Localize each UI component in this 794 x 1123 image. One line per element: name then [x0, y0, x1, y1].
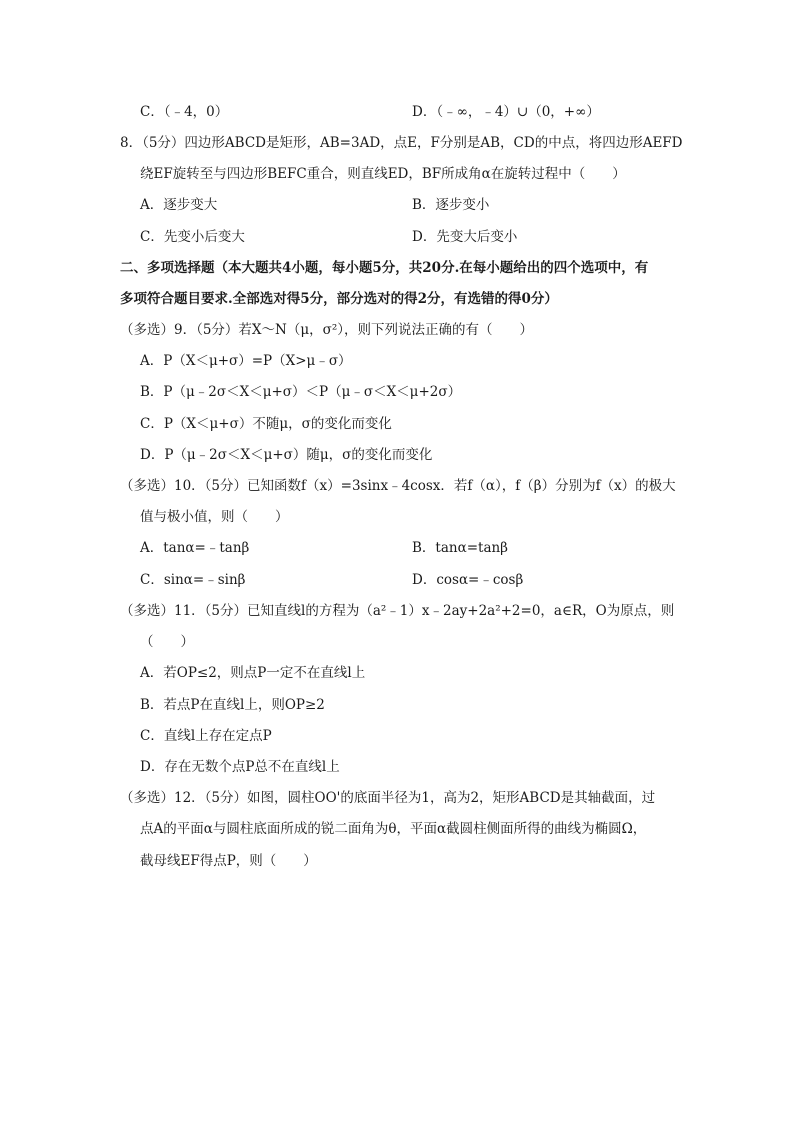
q8-option-c: C．先变小后变大 — [140, 229, 245, 245]
section-2-heading-line-1: 二、多项选择题（本大题共4小题，每小题5分，共20分.在每小题给出的四个选项中，有 — [120, 260, 649, 276]
q11-option-b: B．若点P在直线l上，则OP≥2 — [140, 697, 325, 713]
q11-stem-line-1: （多选）11．（5分）已知直线l的方程为（a²﹣1）x﹣2ay+2a²+2=0，a∈R，O为原点，则 — [120, 603, 675, 619]
q10-stem-line-1: （多选）10．（5分）已知函数f（x）=3sinx﹣4cosx．若f（α），f（β）分别为f（x）的极大 — [120, 478, 676, 494]
q11-option-d: D．存在无数个点P总不在直线l上 — [140, 759, 340, 775]
q12-stem-line-2: 点A的平面α与圆柱底面所成的锐二面角为θ，平面α截圆柱侧面所得的曲线为椭圆Ω， — [140, 821, 647, 837]
q8-option-a: A．逐步变大 — [140, 197, 218, 213]
q9-option-b: B．P（μ﹣2σ＜X＜μ+σ）＜P（μ﹣σ＜X＜μ+2σ） — [140, 384, 462, 400]
q8-stem-line-1: 8．（5分）四边形ABCD是矩形，AB=3AD，点E，F分别是AB，CD的中点，将四边形AEFD — [120, 135, 683, 151]
q9-option-a: A．P（X＜μ+σ）=P（X>μ﹣σ） — [140, 353, 352, 369]
section-2-heading-line-2: 多项符合题目要求.全部选对得5分，部分选对的得2分，有选错的得0分） — [120, 291, 558, 307]
q11-option-a: A．若OP≤2，则点P一定不在直线l上 — [140, 665, 366, 681]
q10-stem-line-2: 值与极小值，则（ ） — [140, 509, 289, 525]
q9-stem: （多选）9．（5分）若X～N（μ，σ²），则下列说法正确的有（ ） — [120, 322, 534, 338]
q10-option-c: C．sinα=﹣sinβ — [140, 572, 246, 588]
q10-option-a: A．tanα=﹣tanβ — [140, 540, 250, 556]
q12-stem-line-1: （多选）12．（5分）如图，圆柱OO'的底面半径为1，高为2，矩形ABCD是其轴截面，过 — [120, 790, 656, 806]
q7-option-c: C．（﹣4，0） — [140, 104, 229, 120]
q9-option-c: C．P（X＜μ+σ）不随μ，σ的变化而变化 — [140, 416, 392, 432]
q10-option-b: B．tanα=tanβ — [412, 540, 508, 556]
q7-option-d: D．（﹣∞，﹣4）∪（0，+∞） — [412, 104, 600, 120]
q8-stem-line-2: 绕EF旋转至与四边形BEFC重合，则直线ED，BF所成角α在旋转过程中（ ） — [140, 166, 626, 182]
q9-option-d: D．P（μ﹣2σ＜X＜μ+σ）随μ，σ的变化而变化 — [140, 447, 433, 463]
q8-option-d: D．先变大后变小 — [412, 229, 518, 245]
q11-stem-line-2: （ ） — [140, 634, 194, 650]
q12-stem-line-3: 截母线EF得点P，则（ ） — [140, 853, 317, 869]
q8-option-b: B．逐步变小 — [412, 197, 490, 213]
q10-option-d: D．cosα=﹣cosβ — [412, 572, 524, 588]
q11-option-c: C．直线l上存在定点P — [140, 728, 272, 744]
